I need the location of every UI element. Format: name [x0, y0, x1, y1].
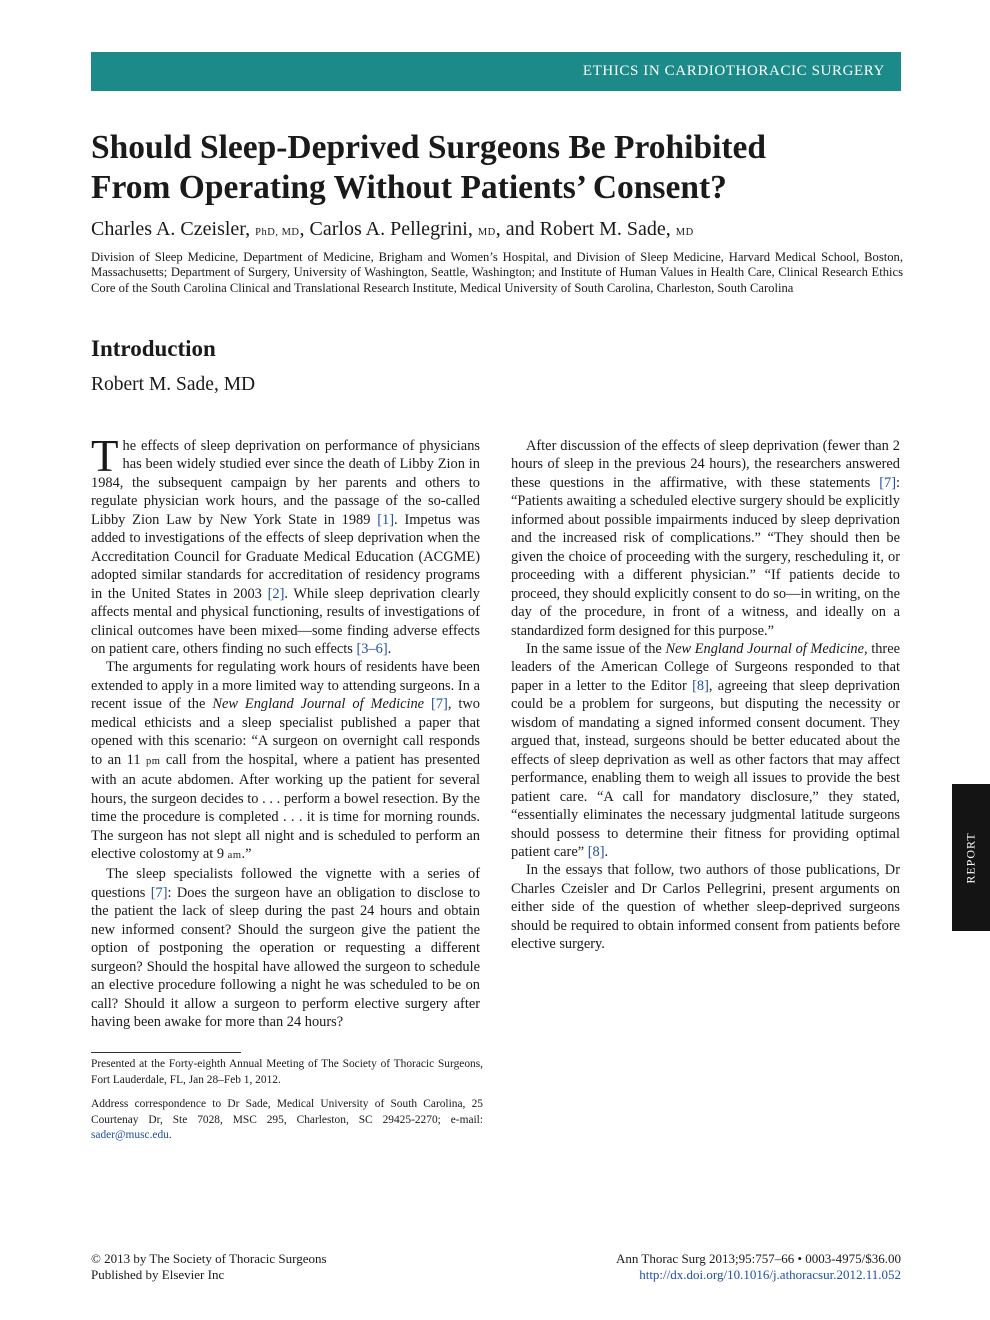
- paragraph: The sleep specialists followed the vignette with a series of questions [7]: Does the surgeon have an obligation to disclose to the patient the lack of sleep during the past 24 hours and obtain new informed consent? Should the surgeon give the patient the option of postponing the operation or requesting a different surgeon? Should the hospital have allowed the surgeon to schedule an elective procedure following a night he was scheduled to be on call? Should it allow a surgeon to perform elective surgery after having been awake for more than 24 hours?: [91, 866, 481, 1031]
- citation-link[interactable]: [7]: [431, 696, 448, 713]
- footnote-divider: [91, 1052, 241, 1053]
- citation-link[interactable]: [3–6]: [356, 640, 388, 657]
- affiliations: Division of Sleep Medicine, Department of Medicine, Brigham and Women’s Hospital, and Division of Sleep Medicine, Harvard Medical School, Boston, Massachusetts; Department of Surgery, University of Washington, Seattle, Washington; and Institute of Human Values in Health Care, Clinical Research Ethics Core of the South Carolina Clinical and Translational Research Institute, Medical University of South Carolina, Charleston, South Carolina: [91, 250, 903, 295]
- email-link[interactable]: sader@musc.edu: [91, 1129, 169, 1141]
- section-heading-introduction: Introduction: [91, 336, 216, 361]
- author-name: Robert M. Sade: [539, 218, 666, 240]
- side-tab: [952, 784, 990, 931]
- citation-link[interactable]: [2]: [267, 585, 285, 602]
- paragraph: The effects of sleep deprivation on performance of physicians has been widely studied ever since the death of Libby Zion in 1984, the subsequent campaign by her parents and others to regulate physician work hours, and the passage of the so-called Libby Zion Law by New York State in 1989 [1]. Impetus was added to investigations of the effects of sleep deprivation when the Accreditation Council for Graduate Medical Education (ACGME) adopted similar standards for accreditation of residency programs in the United States in 2003 [2]. While sleep deprivation clearly affects mental and physical functioning, results of investigations of clinical outcomes have been mixed—some finding adverse effects on patient care, others finding no such effects [3–6].: [91, 431, 480, 657]
- section-author: Robert M. Sade, MD: [91, 374, 256, 395]
- side-tab-label: REPORT: [963, 831, 978, 884]
- footer-citation-block: [616, 1251, 901, 1283]
- journal-title: New England Journal of Medicine: [212, 696, 425, 713]
- author-name: Carlos A. Pellegrini: [309, 218, 468, 240]
- copyright: © 2013 by The Society of Thoracic Surgeons: [91, 1251, 327, 1266]
- footnote-presented: Presented at the Forty-eighth Annual Meeting of The Society of Thoracic Surgeons, Fort Lauderdale, FL, Jan 28–Feb 1, 2012.: [91, 1058, 483, 1086]
- paragraph: In the essays that follow, two authors of those publications, Dr Charles Czeisler and Dr Carlos Pellegrini, present arguments on either side of the question of whether sleep-deprived surgeons should be required to obtain informed consent from patients before elective surgery.: [511, 862, 900, 953]
- section-banner-label: ETHICS IN CARDIOTHORACIC SURGERY: [582, 63, 885, 79]
- article-title: [91, 128, 901, 208]
- journal-title: New England Journal of Medicine: [665, 640, 864, 657]
- author-degree: MD: [675, 227, 694, 238]
- author-list: Charles A. Czeisler, PhD, MD, Carlos A. Pellegrini, MD, and Robert M. Sade, MD: [91, 218, 694, 240]
- drop-cap: T: [91, 431, 119, 481]
- footer-copyright-block: [91, 1251, 327, 1283]
- citation-link[interactable]: [7]: [150, 884, 168, 901]
- author-degree: PhD, MD: [255, 227, 300, 238]
- paragraph: In the same issue of the New England Journal of Medicine, three leaders of the American College of Surgeons responded to that paper in a letter to the Editor [8], agreeing that sleep deprivation could be a problem for surgeons, but disputing the necessity or wisdom of mandating a signed informed consent document. They argued that, instead, surgeons should be better educated about the effects of sleep deprivation as well as other factors that may affect performance, enabling them to weigh all issues to provide the best patient care. “A call for mandatory disclosure,” they stated, “essentially eliminates the necessary judgmental latitude surgeons should possess to determine their fitness for providing optimal patient care” [8].: [511, 640, 900, 860]
- body-column-left: [91, 431, 481, 1032]
- journal-citation: Ann Thorac Surg 2013;95:757–66 • 0003-4975/$36.00: [615, 1251, 901, 1266]
- publisher: Published by Elsevier Inc: [91, 1267, 225, 1282]
- doi-link[interactable]: http://dx.doi.org/10.1016/j.athoracsur.2012.11.052: [639, 1267, 901, 1282]
- title-line-2: From Operating Without Patients’ Consent?: [91, 169, 727, 206]
- paragraph: After discussion of the effects of sleep deprivation (fewer than 2 hours of sleep in the previous 24 hours), the researchers answered these questions in the affirmative, with these statements [7]: “Patients awaiting a scheduled elective surgery should be explicitly informed about possible impairments induced by sleep deprivation and the increased risk of complications.” “They should then be given the choice of proceeding with the surgery, rescheduling it, or proceeding with a different physician.” “If patients decide to proceed, they should explicitly consent to do so—in writing, on the day of the procedure, in front of a witness, and ideally on a standardized form designed for this purpose.”: [511, 438, 900, 639]
- citation-link[interactable]: [8]: [692, 677, 709, 694]
- section-banner: [91, 52, 901, 91]
- author-degree: MD: [477, 227, 496, 238]
- citation-link[interactable]: [7]: [879, 474, 896, 491]
- footnote-correspondence: Address correspondence to Dr Sade, Medical University of South Carolina, 25 Courtenay Dr, Ste 7028, MSC 295, Charleston, SC 29425-2270; e-mail: sader@musc.edu.: [91, 1098, 483, 1141]
- citation-link[interactable]: [8]: [587, 843, 605, 860]
- author-name: Charles A. Czeisler: [91, 218, 246, 240]
- title-line-1: Should Sleep-Deprived Surgeons Be Prohibited: [91, 129, 767, 166]
- paragraph: The arguments for regulating work hours of residents have been extended to apply in a more limited way to attending surgeons. In a recent issue of the New England Journal of Medicine [7], two medical ethicists and a sleep specialist published a paper that opened with this scenario: “A surgeon on overnight call responds to an 11 pm call from the hospital, where a patient has presented with an acute abdomen. After working up the patient for several hours, the surgeon decides to . . . perform a bowel resection. By the time the procedure is completed . . . it is time for morning rounds. The surgeon has not slept all night and is scheduled to perform an elective colostomy at 9 am.”: [91, 659, 480, 862]
- citation-link[interactable]: [1]: [377, 511, 395, 528]
- body-column-right: [511, 437, 900, 954]
